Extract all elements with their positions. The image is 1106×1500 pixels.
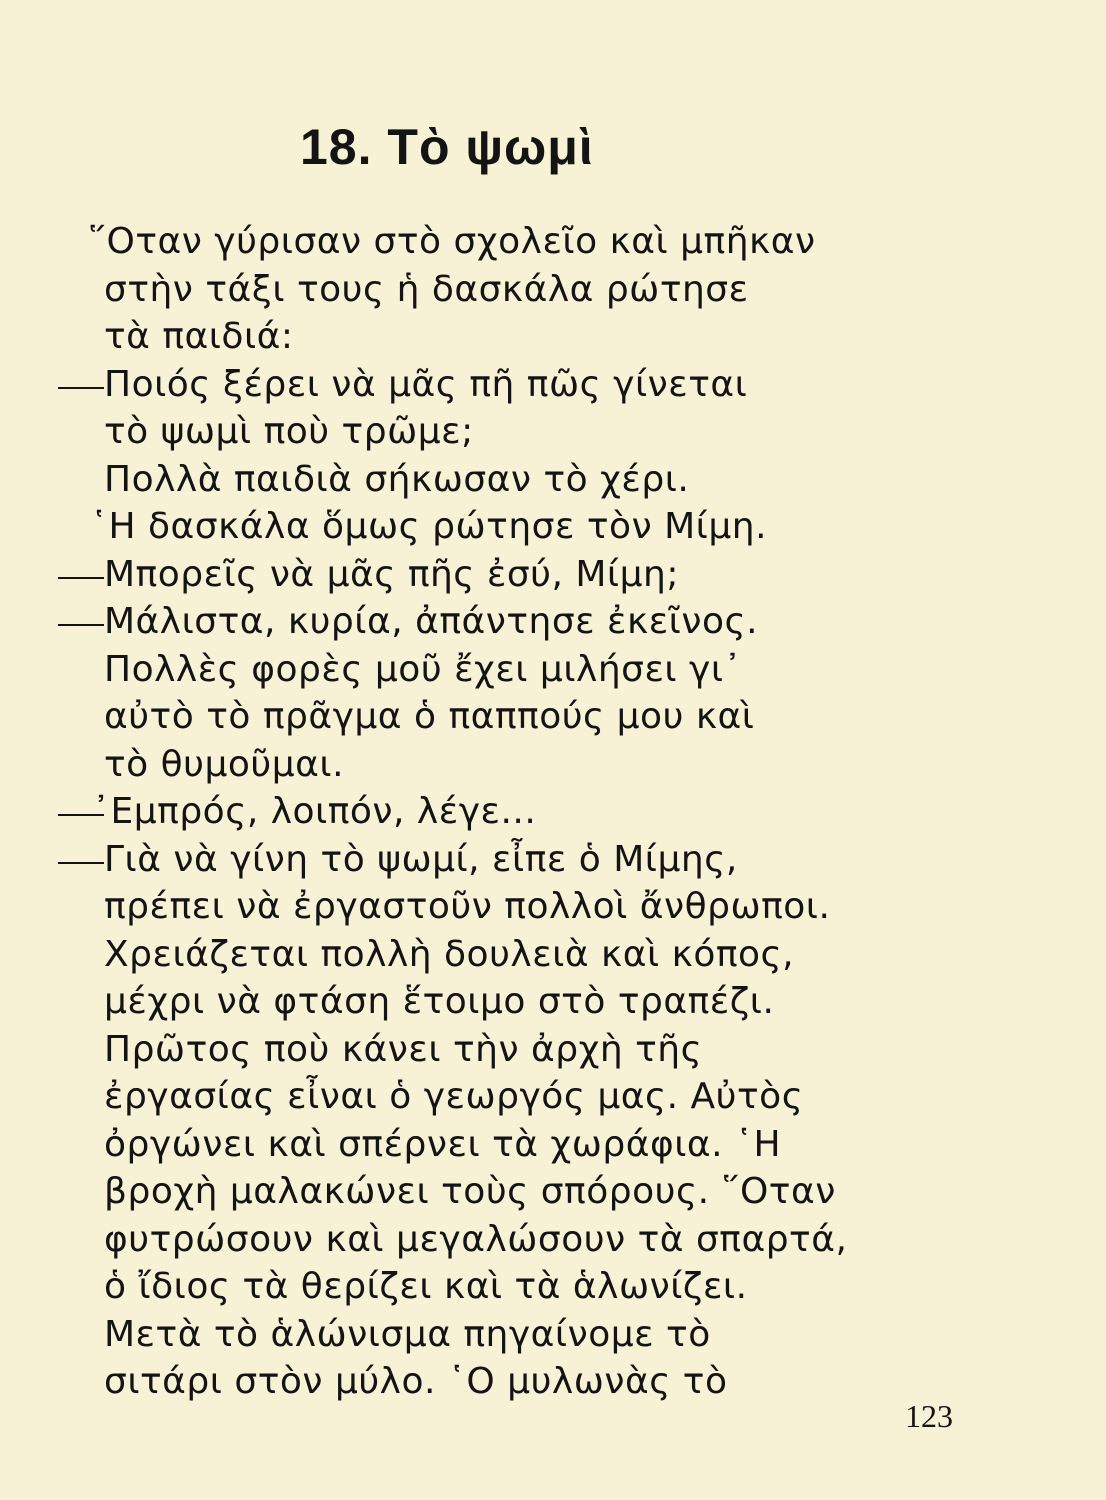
chapter-title: 18. Τὸ ψωμὶ — [300, 119, 594, 175]
line-text: ἐργασίας εἶναι ὁ γεωργός μας. Αὐτὸς — [104, 1076, 804, 1117]
line-text: τὰ παιδιά: — [104, 316, 294, 357]
page-number: 123 — [905, 1398, 953, 1434]
line-text: μέχρι νὰ φτάση ἕτοιμο στὸ τραπέζι. — [104, 981, 775, 1022]
line-text: στὴν τάξι τους ἡ δασκάλα ρώτησε — [104, 269, 749, 310]
text-line — [92, 786, 536, 838]
text-line — [104, 1166, 836, 1218]
line-text: Πολλὰ παιδιὰ σήκωσαν τὸ χέρι. — [104, 459, 690, 500]
line-text: Πρῶτος ποὺ κάνει τὴν ἀρχὴ τῆς — [104, 1029, 703, 1070]
text-line — [104, 834, 738, 886]
text-line — [104, 881, 830, 933]
line-text: αὐτὸ τὸ πρᾶγμα ὁ παππούς μου καὶ — [104, 696, 755, 737]
text-line — [104, 1356, 727, 1408]
text-line — [104, 596, 758, 648]
line-text: Ποιός ξέρει νὰ μᾶς πῆ πῶς γίνεται — [104, 364, 748, 405]
line-text: πρέπει νὰ ἐργαστοῦν πολλοὶ ἄνθρωποι. — [104, 886, 831, 927]
line-text: τὸ ψωμὶ ποὺ τρῶμε; — [104, 411, 474, 452]
text-line — [104, 1309, 711, 1361]
text-line — [88, 216, 816, 268]
dialogue-dash — [58, 862, 104, 864]
line-text: Μετὰ τὸ ἁλώνισμα πηγαίνομε τὸ — [104, 1314, 711, 1355]
text-line — [104, 1071, 803, 1123]
line-text: ὁ ἴδιος τὰ θερίζει καὶ τὰ ἁλωνίζει. — [104, 1266, 748, 1307]
line-text: Μάλιστα, κυρία, ἀπάντησε ἐκεῖνος. — [104, 601, 759, 642]
line-text: βροχὴ μαλακώνει τοὺς σπόρους. ῞Οταν — [104, 1171, 836, 1212]
text-line — [104, 454, 689, 506]
text-line — [104, 359, 747, 411]
text-line — [104, 549, 679, 601]
dialogue-dash — [58, 624, 104, 626]
line-text: Γιὰ νὰ γίνη τὸ ψωμί, εἶπε ὁ Μίμης, — [104, 839, 738, 880]
line-text: τὸ θυμοῦμαι. — [104, 744, 345, 785]
line-text: ὀργώνει καὶ σπέρνει τὰ χωράφια. ῾Η — [104, 1124, 782, 1165]
text-line — [104, 739, 344, 791]
text-line — [104, 311, 294, 363]
line-text: Πολλὲς φορὲς μοῦ ἔχει μιλήσει γι᾽ — [104, 649, 743, 690]
text-line — [104, 691, 754, 743]
text-line — [104, 1214, 847, 1266]
line-text: ᾽Εμπρός, λοιπόν, λέγε... — [92, 791, 537, 832]
text-line — [104, 976, 774, 1028]
line-text: ῾Η δασκάλα ὅμως ρώτησε τὸν Μίμη. — [90, 506, 768, 547]
text-line — [90, 501, 767, 553]
line-text: ῞Οταν γύρισαν στὸ σχολεῖο καὶ μπῆκαν — [88, 221, 816, 262]
dialogue-dash — [58, 577, 104, 579]
line-text: φυτρώσουν καὶ μεγαλώσουν τὰ σπαρτά, — [104, 1219, 848, 1260]
line-text: Μπορεῖς νὰ μᾶς πῆς ἐσύ, Μίμη; — [104, 554, 679, 595]
dialogue-dash — [58, 814, 104, 816]
line-text: Χρειάζεται πολλὴ δουλειὰ καὶ κόπος, — [104, 934, 795, 975]
dialogue-dash — [58, 387, 104, 389]
text-line — [104, 929, 794, 981]
text-line — [104, 406, 474, 458]
text-line — [104, 1119, 781, 1171]
line-text: σιτάρι στὸν μύλο. ῾Ο μυλωνὰς τὸ — [104, 1361, 728, 1402]
text-line — [104, 1261, 748, 1313]
text-line — [104, 644, 742, 696]
text-line — [104, 264, 749, 316]
text-line — [104, 1024, 702, 1076]
